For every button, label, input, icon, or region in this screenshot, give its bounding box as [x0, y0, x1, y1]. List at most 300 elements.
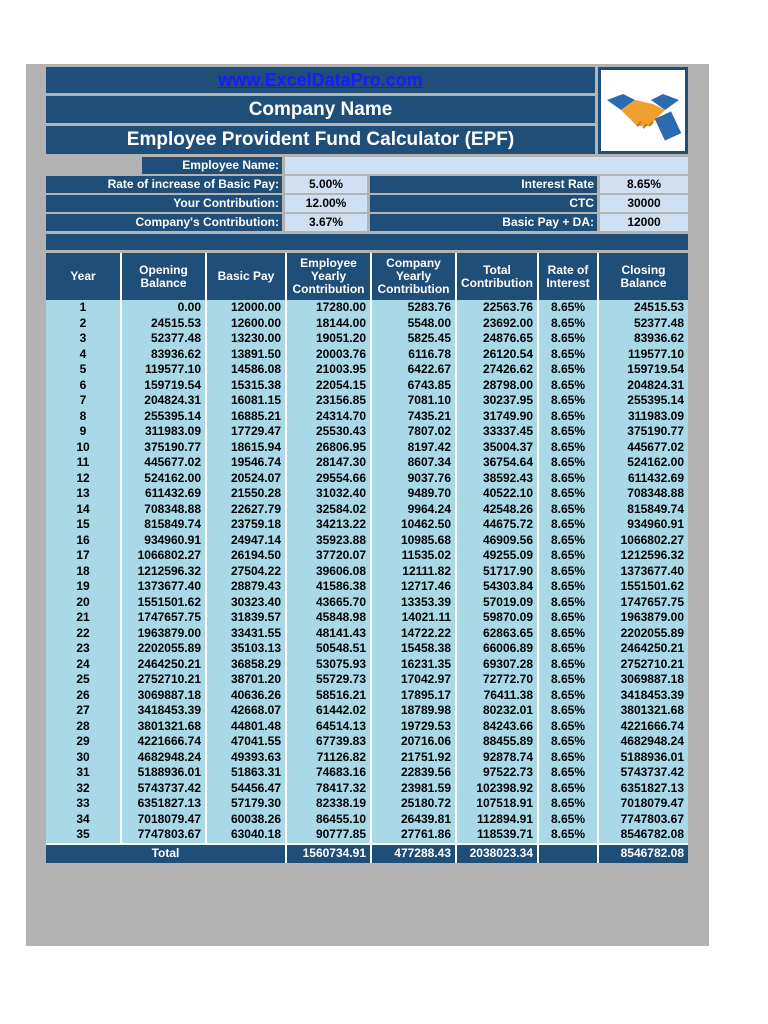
cell-year: 23 [46, 641, 121, 657]
cell-total-contribution: 40522.10 [456, 486, 538, 502]
cell-employee-contribution: 20003.76 [286, 347, 371, 363]
cell-year: 17 [46, 548, 121, 564]
table-row [46, 517, 688, 533]
cell-closing-balance: 5188936.01 [598, 750, 688, 766]
cell-employee-contribution: 71126.82 [286, 750, 371, 766]
cell-rate-of-interest: 8.65% [538, 347, 598, 363]
cell-opening-balance: 311983.09 [121, 424, 206, 440]
cell-employee-contribution: 32584.02 [286, 502, 371, 518]
cell-year: 25 [46, 672, 121, 688]
table-row [46, 610, 688, 626]
cell-basic-pay: 47041.55 [206, 734, 286, 750]
basic-da-field[interactable]: 12000 [600, 214, 688, 231]
cell-year: 7 [46, 393, 121, 409]
cell-employee-contribution: 45848.98 [286, 610, 371, 626]
cell-basic-pay: 21550.28 [206, 486, 286, 502]
col-employee-contribution: Employee Yearly Contribution [286, 253, 371, 300]
cell-closing-balance: 52377.48 [598, 316, 688, 332]
cell-year: 3 [46, 331, 121, 347]
cell-rate-of-interest: 8.65% [538, 610, 598, 626]
cell-employee-contribution: 26806.95 [286, 440, 371, 456]
cell-basic-pay: 17729.47 [206, 424, 286, 440]
cell-closing-balance: 1212596.32 [598, 548, 688, 564]
cell-basic-pay: 13230.00 [206, 331, 286, 347]
cell-total-contribution: 44675.72 [456, 517, 538, 533]
cell-company-contribution: 20716.06 [371, 734, 456, 750]
table-row [46, 703, 688, 719]
cell-basic-pay: 60038.26 [206, 812, 286, 828]
cell-closing-balance: 4682948.24 [598, 734, 688, 750]
cell-rate-of-interest: 8.65% [538, 672, 598, 688]
epf-table [46, 253, 688, 863]
cell-opening-balance: 5188936.01 [121, 765, 206, 781]
your-contribution-field[interactable]: 12.00% [285, 195, 367, 212]
cell-total-contribution: 49255.09 [456, 548, 538, 564]
cell-employee-contribution: 58516.21 [286, 688, 371, 704]
cell-company-contribution: 10462.50 [371, 517, 456, 533]
cell-opening-balance: 0.00 [121, 300, 206, 316]
cell-year: 31 [46, 765, 121, 781]
cell-basic-pay: 36858.29 [206, 657, 286, 673]
basic-pay-increase-field[interactable]: 5.00% [285, 176, 367, 193]
cell-total-contribution: 26120.54 [456, 347, 538, 363]
cell-opening-balance: 1551501.62 [121, 595, 206, 611]
cell-total-contribution: 59870.09 [456, 610, 538, 626]
cell-closing-balance: 445677.02 [598, 440, 688, 456]
cell-total-contribution: 118539.71 [456, 827, 538, 844]
cell-rate-of-interest: 8.65% [538, 564, 598, 580]
cell-employee-contribution: 17280.00 [286, 300, 371, 316]
cell-employee-contribution: 78417.32 [286, 781, 371, 797]
cell-employee-contribution: 19051.20 [286, 331, 371, 347]
cell-year: 28 [46, 719, 121, 735]
interest-rate-field[interactable]: 8.65% [600, 176, 688, 193]
cell-employee-contribution: 37720.07 [286, 548, 371, 564]
cell-total-contribution: 28798.00 [456, 378, 538, 394]
cell-rate-of-interest: 8.65% [538, 796, 598, 812]
cell-closing-balance: 7018079.47 [598, 796, 688, 812]
cell-company-contribution: 5548.00 [371, 316, 456, 332]
cell-basic-pay: 16081.15 [206, 393, 286, 409]
table-row [46, 827, 688, 844]
cell-opening-balance: 2752710.21 [121, 672, 206, 688]
cell-employee-contribution: 74683.16 [286, 765, 371, 781]
cell-opening-balance: 934960.91 [121, 533, 206, 549]
total-label: Total [46, 844, 286, 863]
cell-company-contribution: 7081.10 [371, 393, 456, 409]
cell-year: 10 [46, 440, 121, 456]
cell-rate-of-interest: 8.65% [538, 517, 598, 533]
cell-company-contribution: 10985.68 [371, 533, 456, 549]
cell-total-contribution: 24876.65 [456, 331, 538, 347]
basic-pay-increase-label: Rate of increase of Basic Pay: [46, 176, 282, 193]
cell-rate-of-interest: 8.65% [538, 502, 598, 518]
cell-closing-balance: 708348.88 [598, 486, 688, 502]
company-contribution-field[interactable]: 3.67% [285, 214, 367, 231]
cell-opening-balance: 2464250.21 [121, 657, 206, 673]
total-contribution: 2038023.34 [456, 844, 538, 863]
ctc-label: CTC [370, 195, 597, 212]
cell-closing-balance: 1066802.27 [598, 533, 688, 549]
cell-opening-balance: 159719.54 [121, 378, 206, 394]
cell-company-contribution: 22839.56 [371, 765, 456, 781]
cell-year: 34 [46, 812, 121, 828]
cell-total-contribution: 54303.84 [456, 579, 538, 595]
cell-opening-balance: 611432.69 [121, 486, 206, 502]
cell-total-contribution: 36754.64 [456, 455, 538, 471]
cell-basic-pay: 38701.20 [206, 672, 286, 688]
cell-year: 24 [46, 657, 121, 673]
cell-opening-balance: 83936.62 [121, 347, 206, 363]
cell-rate-of-interest: 8.65% [538, 378, 598, 394]
cell-opening-balance: 255395.14 [121, 409, 206, 425]
cell-opening-balance: 204824.31 [121, 393, 206, 409]
your-contribution-label: Your Contribution: [46, 195, 282, 212]
table-row [46, 533, 688, 549]
cell-company-contribution: 27761.86 [371, 827, 456, 844]
cell-basic-pay: 24947.14 [206, 533, 286, 549]
table-row [46, 362, 688, 378]
cell-company-contribution: 16231.35 [371, 657, 456, 673]
cell-opening-balance: 1747657.75 [121, 610, 206, 626]
cell-rate-of-interest: 8.65% [538, 409, 598, 425]
cell-closing-balance: 5743737.42 [598, 765, 688, 781]
cell-rate-of-interest: 8.65% [538, 331, 598, 347]
cell-total-contribution: 22563.76 [456, 300, 538, 316]
cell-company-contribution: 6116.78 [371, 347, 456, 363]
cell-opening-balance: 24515.53 [121, 316, 206, 332]
cell-rate-of-interest: 8.65% [538, 719, 598, 735]
cell-basic-pay: 51863.31 [206, 765, 286, 781]
cell-rate-of-interest: 8.65% [538, 688, 598, 704]
cell-rate-of-interest: 8.65% [538, 703, 598, 719]
cell-company-contribution: 14021.11 [371, 610, 456, 626]
cell-year: 16 [46, 533, 121, 549]
cell-total-contribution: 92878.74 [456, 750, 538, 766]
cell-employee-contribution: 29554.66 [286, 471, 371, 487]
cell-basic-pay: 35103.13 [206, 641, 286, 657]
cell-closing-balance: 2202055.89 [598, 626, 688, 642]
cell-closing-balance: 815849.74 [598, 502, 688, 518]
cell-company-contribution: 8607.34 [371, 455, 456, 471]
total-employee: 1560734.91 [286, 844, 371, 863]
cell-opening-balance: 7018079.47 [121, 812, 206, 828]
cell-rate-of-interest: 8.65% [538, 455, 598, 471]
table-row [46, 657, 688, 673]
cell-closing-balance: 3069887.18 [598, 672, 688, 688]
table-row [46, 672, 688, 688]
cell-employee-contribution: 21003.95 [286, 362, 371, 378]
cell-year: 15 [46, 517, 121, 533]
cell-company-contribution: 12717.46 [371, 579, 456, 595]
col-total-contribution: Total Contribution [456, 253, 538, 300]
cell-year: 9 [46, 424, 121, 440]
col-rate-of-interest: Rate of Interest [538, 253, 598, 300]
cell-year: 12 [46, 471, 121, 487]
cell-employee-contribution: 43665.70 [286, 595, 371, 611]
cell-year: 14 [46, 502, 121, 518]
cell-closing-balance: 1747657.75 [598, 595, 688, 611]
table-row [46, 409, 688, 425]
cell-company-contribution: 6422.67 [371, 362, 456, 378]
cell-opening-balance: 524162.00 [121, 471, 206, 487]
cell-year: 4 [46, 347, 121, 363]
table-row [46, 486, 688, 502]
cell-basic-pay: 22627.79 [206, 502, 286, 518]
cell-year: 21 [46, 610, 121, 626]
cell-rate-of-interest: 8.65% [538, 486, 598, 502]
table-row [46, 393, 688, 409]
cell-opening-balance: 52377.48 [121, 331, 206, 347]
cell-employee-contribution: 53075.93 [286, 657, 371, 673]
cell-year: 1 [46, 300, 121, 316]
cell-opening-balance: 4682948.24 [121, 750, 206, 766]
table-row [46, 595, 688, 611]
cell-company-contribution: 11535.02 [371, 548, 456, 564]
table-row [46, 424, 688, 440]
col-company-contribution: Company Yearly Contribution [371, 253, 456, 300]
basic-da-label: Basic Pay + DA: [370, 214, 597, 231]
cell-employee-contribution: 50548.51 [286, 641, 371, 657]
cell-basic-pay: 12600.00 [206, 316, 286, 332]
cell-total-contribution: 33337.45 [456, 424, 538, 440]
cell-basic-pay: 20524.07 [206, 471, 286, 487]
cell-rate-of-interest: 8.65% [538, 812, 598, 828]
cell-basic-pay: 23759.18 [206, 517, 286, 533]
cell-total-contribution: 38592.43 [456, 471, 538, 487]
cell-total-contribution: 35004.37 [456, 440, 538, 456]
cell-basic-pay: 28879.43 [206, 579, 286, 595]
cell-company-contribution: 25180.72 [371, 796, 456, 812]
cell-opening-balance: 1963879.00 [121, 626, 206, 642]
cell-closing-balance: 934960.91 [598, 517, 688, 533]
cell-employee-contribution: 55729.73 [286, 672, 371, 688]
cell-total-contribution: 112894.91 [456, 812, 538, 828]
handshake-logo-icon [601, 70, 685, 151]
table-row [46, 796, 688, 812]
cell-company-contribution: 9489.70 [371, 486, 456, 502]
cell-rate-of-interest: 8.65% [538, 393, 598, 409]
cell-closing-balance: 204824.31 [598, 378, 688, 394]
cell-rate-of-interest: 8.65% [538, 471, 598, 487]
cell-employee-contribution: 31032.40 [286, 486, 371, 502]
cell-company-contribution: 7435.21 [371, 409, 456, 425]
cell-closing-balance: 7747803.67 [598, 812, 688, 828]
cell-rate-of-interest: 8.65% [538, 424, 598, 440]
col-opening-balance: Opening Balance [121, 253, 206, 300]
total-rate-empty [538, 844, 598, 863]
cell-closing-balance: 311983.09 [598, 409, 688, 425]
ctc-field[interactable]: 30000 [600, 195, 688, 212]
cell-company-contribution: 14722.22 [371, 626, 456, 642]
cell-basic-pay: 42668.07 [206, 703, 286, 719]
cell-opening-balance: 375190.77 [121, 440, 206, 456]
cell-company-contribution: 8197.42 [371, 440, 456, 456]
table-row [46, 719, 688, 735]
company-contribution-label: Company's Contribution: [46, 214, 282, 231]
cell-basic-pay: 33431.55 [206, 626, 286, 642]
cell-closing-balance: 375190.77 [598, 424, 688, 440]
table-row [46, 347, 688, 363]
cell-employee-contribution: 35923.88 [286, 533, 371, 549]
website-link[interactable]: www.ExcelDataPro.com [218, 69, 423, 90]
cell-basic-pay: 14586.08 [206, 362, 286, 378]
cell-total-contribution: 62863.65 [456, 626, 538, 642]
table-row [46, 781, 688, 797]
table-row [46, 812, 688, 828]
cell-year: 6 [46, 378, 121, 394]
total-row [46, 844, 688, 863]
cell-total-contribution: 76411.38 [456, 688, 538, 704]
cell-closing-balance: 255395.14 [598, 393, 688, 409]
cell-year: 19 [46, 579, 121, 595]
cell-rate-of-interest: 8.65% [538, 595, 598, 611]
cell-year: 20 [46, 595, 121, 611]
table-row [46, 300, 688, 316]
cell-opening-balance: 3801321.68 [121, 719, 206, 735]
cell-closing-balance: 119577.10 [598, 347, 688, 363]
cell-company-contribution: 12111.82 [371, 564, 456, 580]
cell-opening-balance: 2202055.89 [121, 641, 206, 657]
cell-rate-of-interest: 8.65% [538, 827, 598, 844]
cell-employee-contribution: 41586.38 [286, 579, 371, 595]
cell-closing-balance: 24515.53 [598, 300, 688, 316]
table-row [46, 626, 688, 642]
cell-basic-pay: 49393.63 [206, 750, 286, 766]
total-company: 477288.43 [371, 844, 456, 863]
employee-name-field[interactable] [285, 157, 688, 174]
cell-closing-balance: 1373677.40 [598, 564, 688, 580]
cell-year: 33 [46, 796, 121, 812]
cell-basic-pay: 57179.30 [206, 796, 286, 812]
cell-closing-balance: 2464250.21 [598, 641, 688, 657]
table-row [46, 455, 688, 471]
cell-rate-of-interest: 8.65% [538, 579, 598, 595]
cell-year: 27 [46, 703, 121, 719]
cell-closing-balance: 159719.54 [598, 362, 688, 378]
cell-opening-balance: 119577.10 [121, 362, 206, 378]
cell-rate-of-interest: 8.65% [538, 362, 598, 378]
cell-basic-pay: 31839.57 [206, 610, 286, 626]
table-row [46, 750, 688, 766]
cell-company-contribution: 23981.59 [371, 781, 456, 797]
cell-company-contribution: 9037.76 [371, 471, 456, 487]
cell-closing-balance: 611432.69 [598, 471, 688, 487]
cell-company-contribution: 5825.45 [371, 331, 456, 347]
cell-total-contribution: 27426.62 [456, 362, 538, 378]
cell-closing-balance: 3418453.39 [598, 688, 688, 704]
cell-opening-balance: 7747803.67 [121, 827, 206, 844]
cell-total-contribution: 46909.56 [456, 533, 538, 549]
col-basic-pay: Basic Pay [206, 253, 286, 300]
total-closing: 8546782.08 [598, 844, 688, 863]
interest-rate-label: Interest Rate [370, 176, 597, 193]
col-year: Year [46, 253, 121, 300]
cell-basic-pay: 18615.94 [206, 440, 286, 456]
cell-year: 29 [46, 734, 121, 750]
cell-closing-balance: 6351827.13 [598, 781, 688, 797]
cell-basic-pay: 15315.38 [206, 378, 286, 394]
cell-opening-balance: 3418453.39 [121, 703, 206, 719]
table-row [46, 579, 688, 595]
cell-basic-pay: 40636.26 [206, 688, 286, 704]
cell-employee-contribution: 48141.43 [286, 626, 371, 642]
cell-company-contribution: 17895.17 [371, 688, 456, 704]
cell-rate-of-interest: 8.65% [538, 300, 598, 316]
cell-total-contribution: 102398.92 [456, 781, 538, 797]
cell-employee-contribution: 39606.08 [286, 564, 371, 580]
table-row [46, 471, 688, 487]
table-body [46, 300, 688, 844]
cell-basic-pay: 16885.21 [206, 409, 286, 425]
cell-rate-of-interest: 8.65% [538, 626, 598, 642]
cell-company-contribution: 5283.76 [371, 300, 456, 316]
cell-company-contribution: 15458.38 [371, 641, 456, 657]
cell-employee-contribution: 34213.22 [286, 517, 371, 533]
cell-rate-of-interest: 8.65% [538, 765, 598, 781]
cell-closing-balance: 4221666.74 [598, 719, 688, 735]
company-name: Company Name [46, 96, 595, 123]
cell-company-contribution: 17042.97 [371, 672, 456, 688]
separator-bar [46, 234, 688, 250]
cell-year: 5 [46, 362, 121, 378]
table-header-row [46, 253, 688, 300]
col-closing-balance: Closing Balance [598, 253, 688, 300]
cell-total-contribution: 84243.66 [456, 719, 538, 735]
cell-year: 32 [46, 781, 121, 797]
cell-total-contribution: 72772.70 [456, 672, 538, 688]
cell-year: 11 [46, 455, 121, 471]
cell-closing-balance: 524162.00 [598, 455, 688, 471]
cell-rate-of-interest: 8.65% [538, 657, 598, 673]
cell-opening-balance: 708348.88 [121, 502, 206, 518]
cell-company-contribution: 21751.92 [371, 750, 456, 766]
cell-year: 2 [46, 316, 121, 332]
cell-closing-balance: 83936.62 [598, 331, 688, 347]
table-row [46, 688, 688, 704]
cell-rate-of-interest: 8.65% [538, 533, 598, 549]
cell-company-contribution: 7807.02 [371, 424, 456, 440]
cell-total-contribution: 30237.95 [456, 393, 538, 409]
cell-closing-balance: 3801321.68 [598, 703, 688, 719]
cell-rate-of-interest: 8.65% [538, 316, 598, 332]
cell-basic-pay: 54456.47 [206, 781, 286, 797]
cell-rate-of-interest: 8.65% [538, 734, 598, 750]
cell-total-contribution: 57019.09 [456, 595, 538, 611]
cell-year: 8 [46, 409, 121, 425]
table-row [46, 502, 688, 518]
employee-name-label: Employee Name: [142, 157, 282, 174]
cell-company-contribution: 9964.24 [371, 502, 456, 518]
cell-total-contribution: 31749.90 [456, 409, 538, 425]
cell-opening-balance: 5743737.42 [121, 781, 206, 797]
cell-opening-balance: 1373677.40 [121, 579, 206, 595]
cell-basic-pay: 19546.74 [206, 455, 286, 471]
cell-opening-balance: 6351827.13 [121, 796, 206, 812]
cell-company-contribution: 26439.81 [371, 812, 456, 828]
cell-company-contribution: 13353.39 [371, 595, 456, 611]
cell-company-contribution: 19729.53 [371, 719, 456, 735]
cell-closing-balance: 1551501.62 [598, 579, 688, 595]
table-row [46, 548, 688, 564]
cell-total-contribution: 88455.89 [456, 734, 538, 750]
table-row [46, 316, 688, 332]
cell-employee-contribution: 23156.85 [286, 393, 371, 409]
table-row [46, 765, 688, 781]
cell-employee-contribution: 28147.30 [286, 455, 371, 471]
cell-closing-balance: 2752710.21 [598, 657, 688, 673]
cell-opening-balance: 4221666.74 [121, 734, 206, 750]
